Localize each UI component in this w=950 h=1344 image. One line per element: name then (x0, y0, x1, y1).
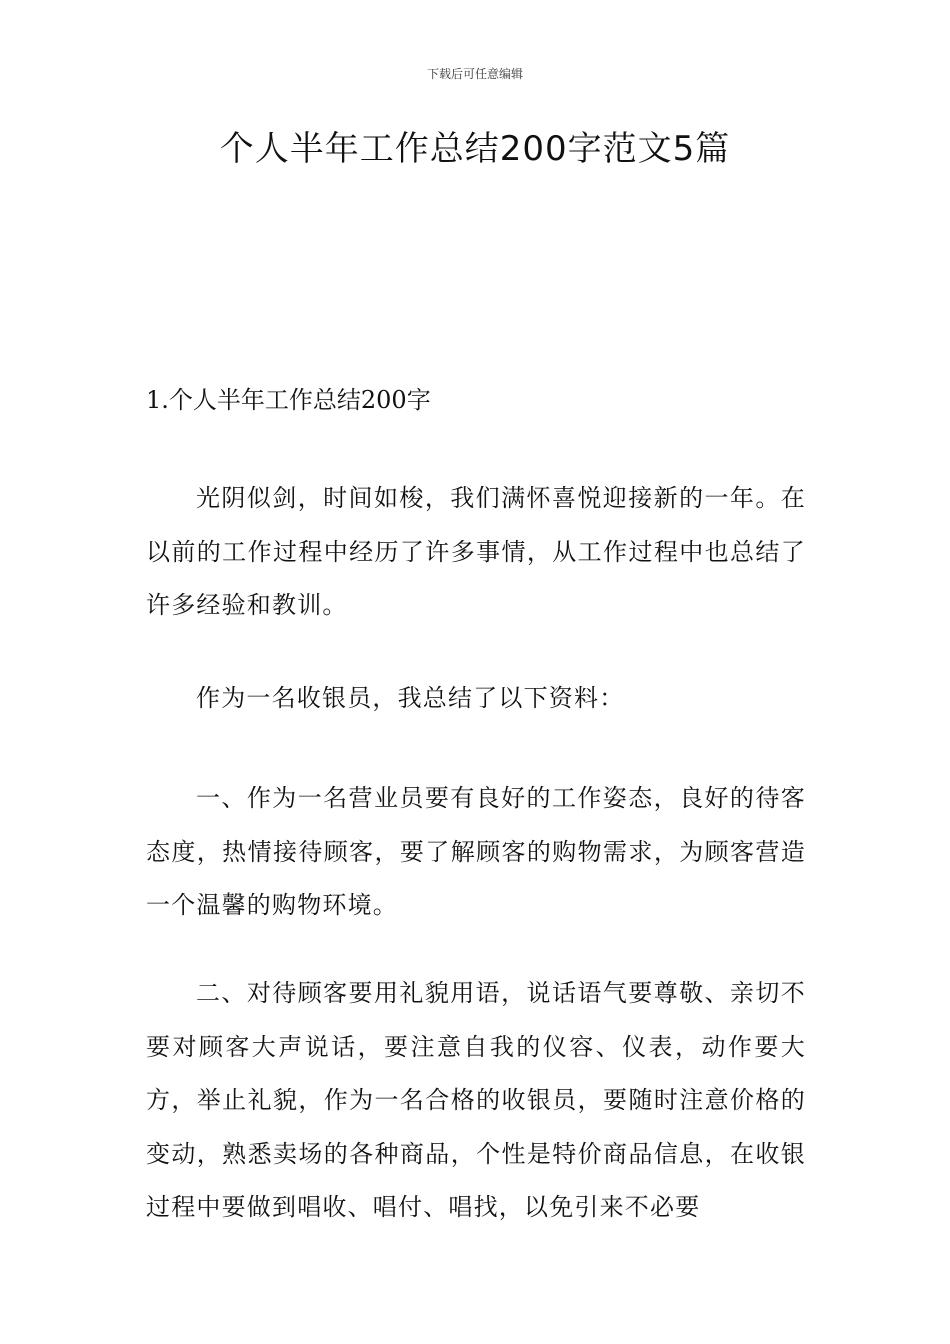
paragraph-point-two: 二、对待顾客要用礼貌用语，说话语气要尊敬、亲切不要对顾客大声说话，要注意自我的仪容、仪表，动作要大方，举止礼貌，作为一名合格的收银员，要随时注意价格的变动，熟悉卖场的各种商品，个性是特价商品信息，在收银过程中要做到唱收、唱付、唱找，以免引来不必要 (146, 979, 806, 1221)
header-note: 下载后可任意编辑 (426, 67, 523, 81)
document-title: 个人半年工作总结200字范文5篇 (219, 129, 731, 169)
paragraph-intro: 光阴似剑，时间如梭，我们满怀喜悦迎接新的一年。在以前的工作过程中经历了许多事情，从工作过程中也总结了许多经验和教训。 (146, 484, 806, 619)
paragraph-role: 作为一名收银员，我总结了以下资料： (196, 684, 625, 712)
paragraph-point-one: 一、作为一名营业员要有良好的工作姿态，良好的待客态度，热情接待顾客，要了解顾客的购物需求，为顾客营造一个温馨的购物环境。 (146, 784, 806, 919)
section-heading: 1.个人半年工作总结200字 (146, 386, 431, 414)
